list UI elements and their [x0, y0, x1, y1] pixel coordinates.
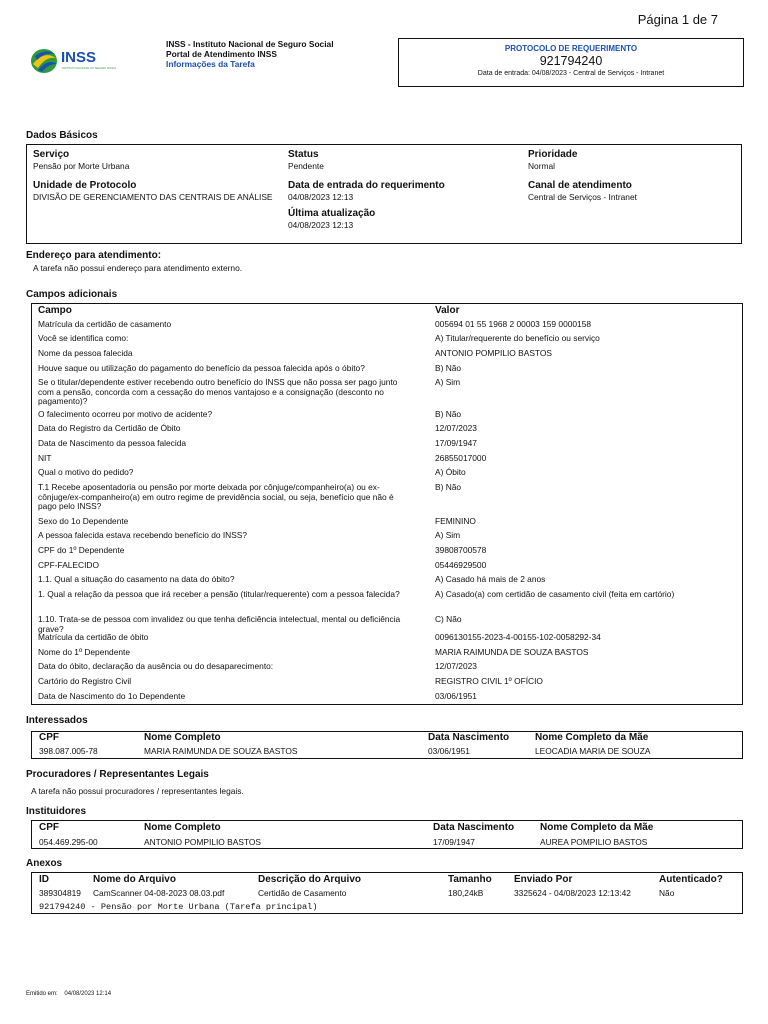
campo-label: A pessoa falecida estava recebendo benefício do INSS?: [38, 530, 248, 540]
campo-valor: B) Não: [435, 409, 462, 419]
campo-label: 1.1. Qual a situação do casamento na data do óbito?: [38, 574, 235, 584]
ultima-label: Última atualização: [288, 208, 376, 219]
campo-valor: A) Casado há mais de 2 anos: [435, 574, 546, 584]
logo-sub: INSTITUTO NACIONAL DO SEGURO SOCIAL: [62, 67, 116, 70]
inst-cpf: 054.469.295-00: [39, 837, 98, 847]
campo-valor: 0096130155-2023-4-00155-102-0058292-34: [435, 632, 601, 642]
campo-valor: B) Não: [435, 482, 462, 492]
int-h-mae: Nome Completo da Mãe: [535, 732, 649, 743]
unidade-value: DIVISÃO DE GERENCIAMENTO DAS CENTRAIS DE ANÁLISE: [33, 192, 273, 202]
data-entrada-label: Data de entrada do requerimento: [288, 180, 445, 191]
interessados-table: [31, 731, 743, 759]
anx-env: 3325624 - 04/08/2023 12:13:42: [514, 888, 631, 898]
inst-mae: AUREA POMPILIO BASTOS: [540, 837, 648, 847]
campo-label: T.1 Recebe aposentadoria ou pensão por morte deixada por cônjuge/companheiro(a) ou ex-cônjuge/ex-companheiro(a) em outro regime de previdência social, ou seja, benefício que não é pago pelo INSS?: [38, 482, 394, 511]
campo-label: Data de Nascimento da pessoa falecida: [38, 438, 187, 448]
footer-emitido: [26, 991, 111, 997]
campo-valor: 17/09/1947: [435, 438, 477, 448]
anx-desc: Certidão de Casamento: [258, 888, 347, 898]
procuradores-title: Procuradores / Representantes Legais: [26, 769, 209, 780]
campo-label: Matrícula da certidão de casamento: [38, 319, 172, 329]
campo-valor: REGISTRO CIVIL 1º OFÍCIO: [435, 676, 543, 686]
header-line-1: INSS - Instituto Nacional de Seguro Social: [166, 39, 334, 49]
int-h-cpf: CPF: [39, 732, 59, 743]
header-info: [166, 39, 334, 69]
campo-label: Nome do 1º Dependente: [38, 647, 130, 657]
campo-valor: 05446929500: [435, 560, 487, 570]
status-value: Pendente: [288, 161, 324, 171]
anx-h-id: ID: [39, 874, 49, 885]
campo-valor: 12/07/2023: [435, 661, 477, 671]
campo-valor: FEMININO: [435, 516, 476, 526]
prioridade-value: Normal: [528, 161, 555, 171]
campo-valor: A) Casado(a) com certidão de casamento civil (feita em cartório): [435, 589, 675, 599]
anx-h-tam: Tamanho: [448, 874, 492, 885]
prioridade-label: Prioridade: [528, 149, 578, 160]
campo-valor: A) Sim: [435, 377, 461, 387]
campo-label: Houve saque ou utilização do pagamento do benefício da pessoa falecida após o óbito?: [38, 363, 365, 373]
footer-label: Emitido em:: [26, 991, 58, 997]
campo-label: NIT: [38, 453, 52, 463]
campo-label: Data do óbito, declaração da ausência ou do desaparecimento:: [38, 661, 274, 671]
unidade-label: Unidade de Protocolo: [33, 180, 137, 191]
canal-value: Central de Serviços - Intranet: [528, 192, 637, 202]
procuradores-text: A tarefa não possui procuradores / representantes legais.: [31, 786, 244, 796]
campo-valor: C) Não: [435, 614, 462, 624]
anexos-title: Anexos: [26, 858, 63, 869]
inst-h-nome: Nome Completo: [144, 822, 221, 833]
inst-nome: ANTONIO POMPILIO BASTOS: [144, 837, 261, 847]
inss-logo: [28, 44, 116, 78]
campo-valor: 03/06/1951: [435, 691, 477, 701]
protocol-number: 921794240: [539, 54, 603, 68]
protocol-box: [398, 38, 744, 87]
campo-label: Data de Nascimento do 1o Dependente: [38, 691, 186, 701]
campo-label: O falecimento ocorreu por motivo de acidente?: [38, 409, 213, 419]
endereco-title: Endereço para atendimento:: [26, 250, 162, 261]
int-h-nome: Nome Completo: [144, 732, 221, 743]
anx-h-aut: Autenticado?: [659, 874, 723, 885]
campos-col-campo: Campo: [38, 305, 72, 316]
footer-value: 04/08/2023 12:14: [64, 991, 112, 997]
campo-valor: MARIA RAIMUNDA DE SOUZA BASTOS: [435, 647, 589, 657]
status-label: Status: [288, 149, 319, 160]
interessados-title: Interessados: [26, 715, 88, 726]
anx-h-desc: Descrição do Arquivo: [258, 874, 361, 885]
endereco-text: A tarefa não possui endereço para atendimento externo.: [33, 263, 243, 273]
ultima-value: 04/08/2023 12:13: [288, 220, 354, 230]
header-line-2: Portal de Atendimento INSS: [166, 49, 277, 59]
campo-label: Sexo do 1o Dependente: [38, 516, 129, 526]
campo-valor: 39808700578: [435, 545, 487, 555]
protocol-subtitle: Data de entrada: 04/08/2023 - Central de Serviços - Intranet: [477, 70, 665, 77]
campo-valor: A) Titular/requerente do benefício ou serviço: [435, 333, 600, 343]
anexos-table: [31, 872, 743, 914]
campo-label: CPF-FALECIDO: [38, 560, 99, 570]
page-number: Página 1 de 7: [637, 12, 718, 27]
instituidores-title: Instituidores: [26, 806, 87, 817]
anx-nome-link[interactable]: CamScanner 04-08-2023 08.03.pdf: [93, 888, 225, 898]
anx-id: 389304819: [39, 888, 81, 898]
campo-valor: 12/07/2023: [435, 423, 477, 433]
int-nome: MARIA RAIMUNDA DE SOUZA BASTOS: [144, 746, 298, 756]
inst-h-nasc: Data Nascimento: [433, 822, 515, 833]
campo-valor: B) Não: [435, 363, 462, 373]
anx-h-env: Enviado Por: [514, 874, 573, 885]
anx-h-nome: Nome do Arquivo: [93, 874, 176, 885]
campo-valor: A) Óbito: [435, 467, 466, 477]
campo-valor: 26855017000: [435, 453, 487, 463]
campo-label: Qual o motivo do pedido?: [38, 467, 134, 477]
dados-basicos-title: Dados Básicos: [26, 130, 98, 141]
anx-task-line: 921794240 - Pensão por Morte Urbana (Tarefa principal): [39, 902, 318, 912]
servico-value: Pensão por Morte Urbana: [33, 161, 130, 171]
data-entrada-value: 04/08/2023 12:13: [288, 192, 354, 202]
campo-label: Você se identifica como:: [38, 333, 129, 343]
anx-tam: 180,24kB: [448, 888, 484, 898]
inst-nasc: 17/09/1947: [433, 837, 475, 847]
anx-aut: Não: [659, 888, 675, 898]
int-cpf: 398.087.005-78: [39, 746, 98, 756]
campo-label: Data do Registro da Certidão de Óbito: [38, 423, 181, 433]
campo-label: Cartório do Registro Civil: [38, 676, 132, 686]
campo-label: 1. Qual a relação da pessoa que irá receber a pensão (titular/requerente) com a pessoa falecida?: [38, 589, 400, 599]
logo-text: INSS: [61, 49, 97, 66]
campos-col-valor: Valor: [435, 305, 460, 316]
campo-label: Nome da pessoa falecida: [38, 348, 133, 358]
campo-label: CPF do 1º Dependente: [38, 545, 125, 555]
dados-basicos-box: [26, 144, 742, 244]
inst-h-mae: Nome Completo da Mãe: [540, 822, 654, 833]
canal-label: Canal de atendimento: [528, 180, 632, 191]
inst-h-cpf: CPF: [39, 822, 59, 833]
int-h-nasc: Data Nascimento: [428, 732, 510, 743]
campo-label: Matrícula da certidão de óbito: [38, 632, 149, 642]
campo-valor: A) Sim: [435, 530, 461, 540]
protocol-title: PROTOCOLO DE REQUERIMENTO: [504, 44, 638, 53]
campos-title: Campos adicionais: [26, 289, 118, 300]
instituidores-table: [31, 820, 743, 849]
campo-valor: ANTONIO POMPILIO BASTOS: [435, 348, 552, 358]
servico-label: Serviço: [33, 149, 70, 160]
header-line-3: Informações da Tarefa: [166, 59, 255, 69]
campo-valor: 005694 01 55 1968 2 00003 159 0000158: [435, 319, 592, 329]
campo-label: 1.10. Trata-se de pessoa com invalidez ou que tenha deficiência intelectual, mental ou deficiência grave?: [38, 614, 401, 634]
campo-label: Se o titular/dependente estiver recebendo outro benefício do INSS que não possa ser pago junto com a pensão, concorda com a cessação do menos vantajoso e a consignação (desconto no pagamento)?: [38, 377, 398, 406]
int-nasc: 03/06/1951: [428, 746, 470, 756]
int-mae: LEOCADIA MARIA DE SOUZA: [535, 746, 651, 756]
